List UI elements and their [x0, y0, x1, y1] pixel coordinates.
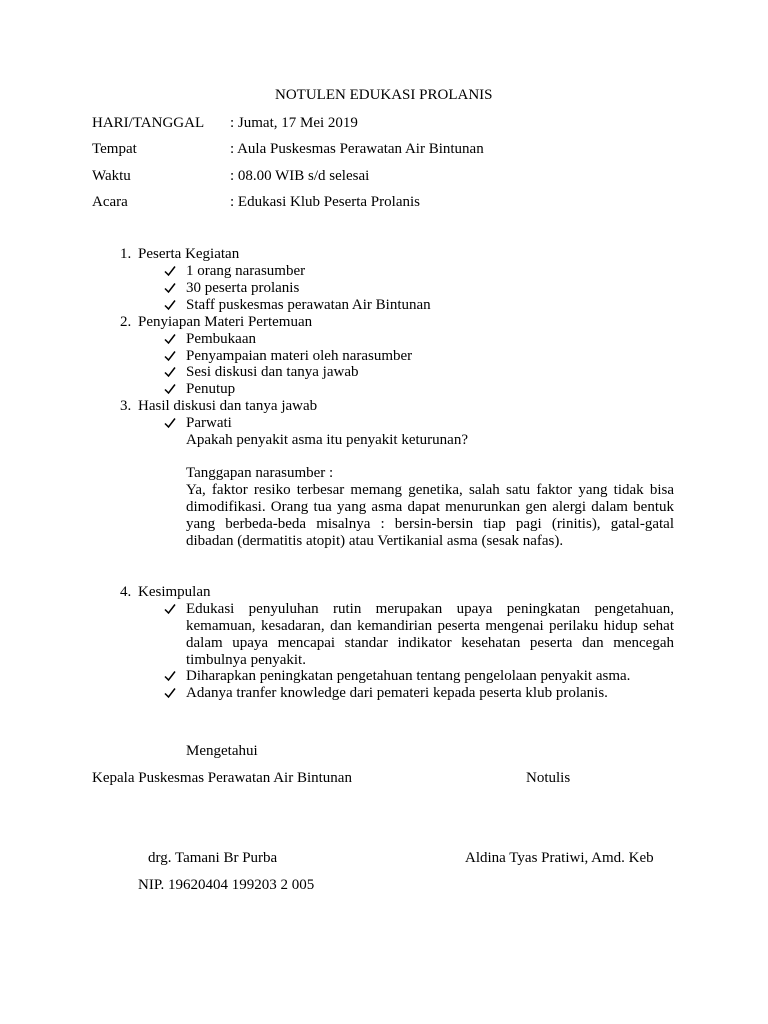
section-4-heading: Kesimpulan	[138, 584, 211, 600]
section-4-number: 4.	[120, 584, 132, 600]
section-1-number: 1.	[120, 246, 132, 262]
info-value-time: : 08.00 WIB s/d selesai	[230, 168, 370, 184]
left-signatory-nip: NIP. 19620404 199203 2 005	[138, 877, 315, 893]
section-2-heading: Penyiapan Materi Pertemuan	[138, 314, 313, 330]
checkmark-icon	[164, 670, 176, 682]
right-signatory-title: Notulis	[526, 770, 571, 786]
info-label-time: Waktu	[92, 168, 131, 184]
list-item: Pembukaan	[186, 331, 256, 347]
participant-question: Apakah penyakit asma itu penyakit keturunan?	[186, 432, 468, 448]
checkmark-icon	[164, 282, 176, 294]
left-signatory-title: Kepala Puskesmas Perawatan Air Bintunan	[92, 770, 352, 786]
section-2-number: 2.	[120, 314, 132, 330]
info-label-date: HARI/TANGGAL	[92, 115, 205, 131]
list-item: Staff puskesmas perawatan Air Bintunan	[186, 297, 431, 313]
response-text: Ya, faktor resiko terbesar memang genetika, salah satu faktor yang tidak bisa dimodifikasi. Orang tua yang asma dapat menurunkan gen alergi dalam bentuk yang berbeda-beda misalnya : bersin-bersin tiap pagi (rinitis), gatal-gatal dibadan (dermatitis atopit) atau Vertikanial asma (sesak nafas).	[186, 482, 674, 549]
section-3-heading: Hasil diskusi dan tanya jawab	[138, 398, 318, 414]
response-label: Tanggapan narasumber :	[186, 465, 334, 481]
info-value-event: : Edukasi Klub Peserta Prolanis	[230, 194, 420, 210]
checkmark-icon	[164, 333, 176, 345]
list-item: 30 peserta prolanis	[186, 280, 300, 296]
checkmark-icon	[164, 366, 176, 378]
checkmark-icon	[164, 603, 176, 615]
info-label-place: Tempat	[92, 141, 137, 157]
list-item: 1 orang narasumber	[186, 263, 306, 279]
list-item: Diharapkan peningkatan pengetahuan tentang pengelolaan penyakit asma.	[186, 668, 631, 684]
list-item: Penutup	[186, 381, 236, 397]
section-1-heading: Peserta Kegiatan	[138, 246, 240, 262]
right-signatory-name: Aldina Tyas Pratiwi, Amd. Keb	[465, 850, 654, 866]
list-item: Edukasi penyuluhan rutin merupakan upaya peningkatan pengetahuan, kemamuan, kesadaran, dan kemandirian peserta mengenai perilaku hidup sehat dalam upaya mencapai standar indikator kesehatan peserta dan mencegah timbulnya penyakit.	[186, 601, 674, 668]
document-title: NOTULEN EDUKASI PROLANIS	[275, 87, 493, 103]
left-signatory-name: drg. Tamani Br Purba	[148, 850, 278, 866]
info-value-place: : Aula Puskesmas Perawatan Air Bintunan	[230, 141, 484, 157]
list-item: Penyampaian materi oleh narasumber	[186, 348, 413, 364]
participant-name: Parwati	[186, 415, 232, 431]
checkmark-icon	[164, 265, 176, 277]
checkmark-icon	[164, 383, 176, 395]
list-item: Adanya tranfer knowledge dari pemateri kepada peserta klub prolanis.	[186, 685, 608, 701]
checkmark-icon	[164, 350, 176, 362]
info-value-date: : Jumat, 17 Mei 2019	[230, 115, 358, 131]
section-3-number: 3.	[120, 398, 132, 414]
acknowledged-label: Mengetahui	[186, 743, 258, 759]
checkmark-icon	[164, 299, 176, 311]
info-label-event: Acara	[92, 194, 128, 210]
checkmark-icon	[164, 687, 176, 699]
list-item: Sesi diskusi dan tanya jawab	[186, 364, 359, 380]
checkmark-icon	[164, 417, 176, 429]
